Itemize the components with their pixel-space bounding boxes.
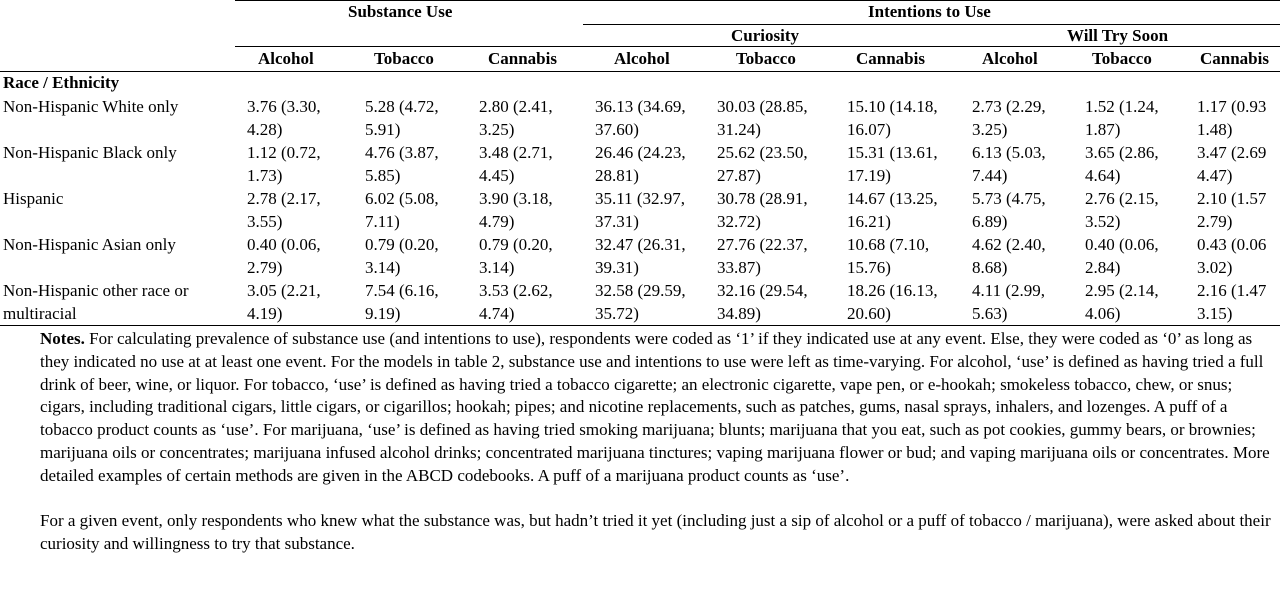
table-cell: 1.17 (0.93 1.48) bbox=[1197, 97, 1267, 139]
row-label bbox=[3, 233, 176, 256]
table-cell: 15.10 (14.18, 16.07) bbox=[847, 97, 938, 139]
column-header: Cannabis bbox=[856, 49, 925, 68]
table-cell: 36.13 (34.69, 37.60) bbox=[595, 97, 686, 139]
row-label-line: Hispanic bbox=[3, 189, 64, 208]
table-cell: 5.73 (4.75, 6.89) bbox=[972, 189, 1046, 231]
table-cell: 6.13 (5.03, 7.44) bbox=[972, 143, 1046, 185]
table-cell: 2.16 (1.47 3.15) bbox=[1197, 281, 1267, 323]
columns-rule bbox=[235, 46, 1280, 47]
table-cell: 27.76 (22.37, 33.87) bbox=[717, 235, 808, 277]
table-cell: 2.95 (2.14, 4.06) bbox=[1085, 281, 1159, 323]
table-cell: 0.40 (0.06, 2.84) bbox=[1085, 235, 1159, 277]
table-cell: 2.80 (2.41, 3.25) bbox=[479, 97, 553, 139]
table-notes bbox=[40, 328, 1272, 556]
table-cell: 2.73 (2.29, 3.25) bbox=[972, 97, 1046, 139]
table-cell: 3.05 (2.21, 4.19) bbox=[247, 281, 321, 323]
table-cell: 32.47 (26.31, 39.31) bbox=[595, 235, 686, 277]
table-cell: 3.53 (2.62, 4.74) bbox=[479, 281, 553, 323]
table-cell: 32.58 (29.59, 35.72) bbox=[595, 281, 686, 323]
table-cell: 3.90 (3.18, 4.79) bbox=[479, 189, 553, 231]
header-bottom-rule bbox=[0, 71, 1280, 72]
row-label bbox=[3, 279, 189, 325]
table-cell: 10.68 (7.10, 15.76) bbox=[847, 235, 930, 277]
table-cell: 2.78 (2.17, 3.55) bbox=[247, 189, 321, 231]
table-cell: 32.16 (29.54, 34.89) bbox=[717, 281, 808, 323]
column-header: Tobacco bbox=[374, 49, 434, 68]
intentions-rule bbox=[583, 24, 1280, 25]
table-cell: 0.79 (0.20, 3.14) bbox=[365, 235, 439, 277]
table-cell: 0.79 (0.20, 3.14) bbox=[479, 235, 553, 277]
column-header: Alcohol bbox=[258, 49, 314, 68]
table-cell: 7.54 (6.16, 9.19) bbox=[365, 281, 439, 323]
table-cell: 30.03 (28.85, 31.24) bbox=[717, 97, 808, 139]
table-cell: 6.02 (5.08, 7.11) bbox=[365, 189, 439, 231]
table-cell: 3.47 (2.69 4.47) bbox=[1197, 143, 1267, 185]
row-label bbox=[3, 141, 177, 164]
table-cell: 35.11 (32.97, 37.31) bbox=[595, 189, 686, 231]
column-header: Tobacco bbox=[736, 49, 796, 68]
row-label-line: Non-Hispanic Black only bbox=[3, 143, 177, 162]
table-cell: 2.76 (2.15, 3.52) bbox=[1085, 189, 1159, 231]
table-cell: 2.10 (1.57 2.79) bbox=[1197, 189, 1267, 231]
table-cell: 3.76 (3.30, 4.28) bbox=[247, 97, 321, 139]
section-label: Race / Ethnicity bbox=[3, 73, 120, 92]
table-cell: 3.48 (2.71, 4.45) bbox=[479, 143, 553, 185]
row-label bbox=[3, 187, 63, 210]
table-cell: 1.12 (0.72, 1.73) bbox=[247, 143, 321, 185]
table-bottom-rule bbox=[0, 325, 1280, 326]
notes-text: For calculating prevalence of substance use (and intentions to use), respondents were coded as ‘1’ if they indicated use at any event. Else, they were coded as ‘0’ as long as they indicated no use at at least one event. For the models in table 2, substance use and intentions to use were left as time-varying. For alcohol, ‘use’ is defined as having tried a full drink of beer, wine, or liquor. For tobacco, ‘use’ is defined as having tried a tobacco cigarette; an electronic cigarette, vape pen, or e-hookah; smokeless tobacco, chew, or snus; cigars, including traditional cigars, little cigars, or cigarillos; hookah; pipes; and nicotine replacements, such as patches, gums, nasal sprays, inhalers, and lozenges. A puff of a tobacco product counts as ‘use’. For marijuana, ‘use’ is defined as having tried smoking marijuana; blunts; marijuana that you eat, such as pot cookies, gummy bears, or brownies; marijuana oils or concentrates; marijuana infused alcohol drinks; concentrated marijuana tinctures; vaping marijuana flower or bud; and vaping marijuana oils or concentrates. More detailed examples of certain methods are given in the ABCD codebooks. A puff of a marijuana product counts as ‘use’. bbox=[40, 329, 1270, 485]
header-substance-use: Substance Use bbox=[348, 2, 453, 21]
column-header: Alcohol bbox=[614, 49, 670, 68]
row-label bbox=[3, 95, 178, 118]
notes-paragraph: For a given event, only respondents who knew what the substance was, but hadn’t tried it yet (including just a sip of alcohol or a puff of tobacco / marijuana), were asked about their curiosity and willingness to try that substance. bbox=[40, 511, 1271, 554]
column-header: Cannabis bbox=[488, 49, 557, 68]
column-header: Cannabis bbox=[1200, 49, 1269, 68]
column-header: Tobacco bbox=[1092, 49, 1152, 68]
top-rule bbox=[235, 0, 1280, 1]
table-cell: 4.11 (2.99, 5.63) bbox=[972, 281, 1046, 323]
table-cell: 5.28 (4.72, 5.91) bbox=[365, 97, 439, 139]
row-label-line: Non-Hispanic White only bbox=[3, 97, 179, 116]
table-cell: 14.67 (13.25, 16.21) bbox=[847, 189, 938, 231]
notes-lead: Notes. bbox=[40, 329, 85, 348]
table-cell: 0.43 (0.06 3.02) bbox=[1197, 235, 1267, 277]
table-cell: 15.31 (13.61, 17.19) bbox=[847, 143, 938, 185]
table-cell: 18.26 (16.13, 20.60) bbox=[847, 281, 938, 323]
header-curiosity: Curiosity bbox=[731, 26, 799, 45]
header-will-try-soon: Will Try Soon bbox=[1067, 26, 1169, 45]
row-label-line: Non-Hispanic Asian only bbox=[3, 235, 176, 254]
table-cell: 1.52 (1.24, 1.87) bbox=[1085, 97, 1159, 139]
table-cell: 4.76 (3.87, 5.85) bbox=[365, 143, 439, 185]
table-cell: 0.40 (0.06, 2.79) bbox=[247, 235, 321, 277]
row-label-line: multiracial bbox=[3, 304, 77, 323]
column-header: Alcohol bbox=[982, 49, 1038, 68]
table-cell: 25.62 (23.50, 27.87) bbox=[717, 143, 808, 185]
header-intentions-to-use: Intentions to Use bbox=[868, 2, 991, 21]
table-cell: 26.46 (24.23, 28.81) bbox=[595, 143, 686, 185]
table-cell: 3.65 (2.86, 4.64) bbox=[1085, 143, 1159, 185]
notes-paragraph bbox=[40, 328, 1272, 488]
row-label-line: Non-Hispanic other race or bbox=[3, 281, 189, 300]
table-cell: 4.62 (2.40, 8.68) bbox=[972, 235, 1046, 277]
table-cell: 30.78 (28.91, 32.72) bbox=[717, 189, 808, 231]
